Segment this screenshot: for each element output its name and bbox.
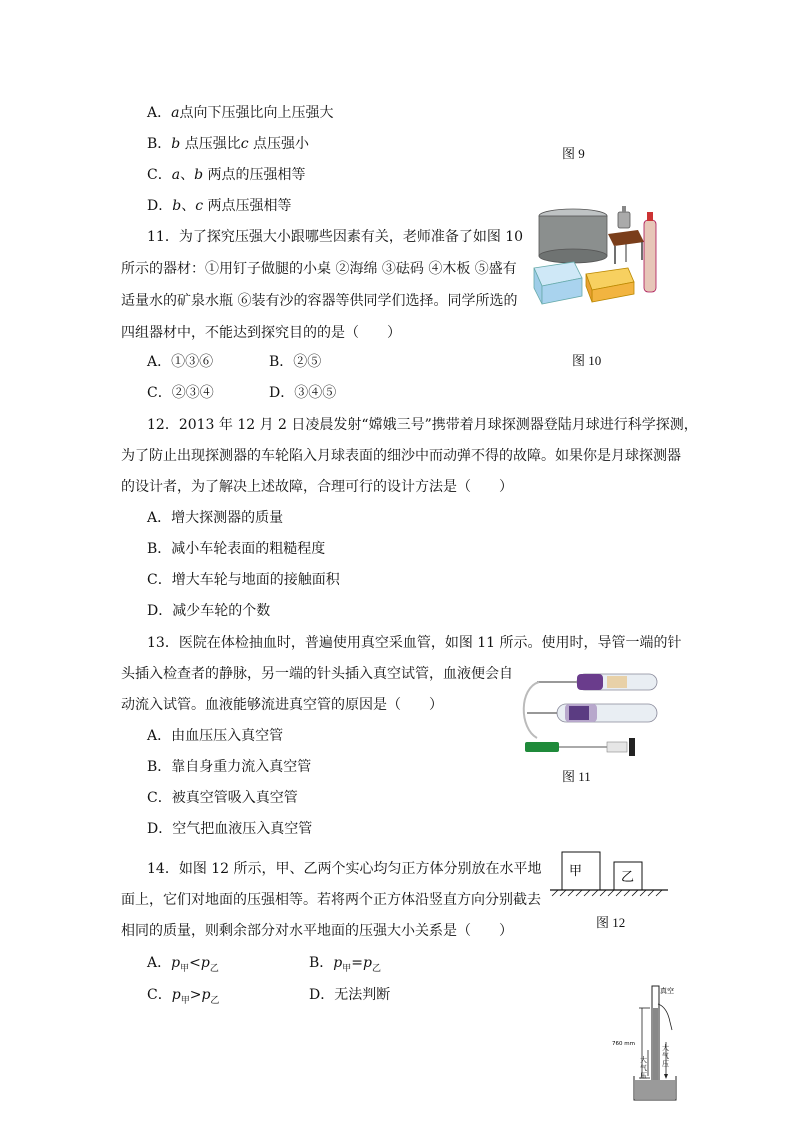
water-bottle: [644, 220, 656, 292]
q11-line-1: 11．为了探究压强大小跟哪些因素有关，老师准备了如图 10: [147, 229, 524, 245]
figure-12-image: [548, 848, 672, 898]
q12-line-1: 12．2013 年 12 月 2 日凌晨发射“嫦娥三号”携带着月球探测器登陆月球进行科学探测，: [147, 417, 698, 433]
figure-11-image: [517, 668, 665, 764]
q12-option-d: D．减少车轮的个数: [147, 603, 271, 619]
catheter: [524, 682, 539, 738]
q11-option-c: C．②③④: [147, 385, 214, 401]
q14-option-c: C．$p_甲>p_乙$: [147, 987, 220, 1006]
cube-yi-label: 乙: [621, 870, 635, 885]
q10-option-d: D．b、c 两点压强相等: [147, 198, 292, 214]
q11-line-2: 所示的器材：①用钉子做腿的小桌 ②海绵 ③砝码 ④木板 ⑤盛有: [121, 261, 517, 277]
q14-line-3: 相同的质量，则剩余部分对水平地面的压强大小关系是（ ）: [121, 923, 513, 939]
height-label: 760 mm: [612, 1041, 635, 1047]
hand: [658, 1004, 672, 1030]
figure-10-image: [530, 202, 666, 330]
var-a: a: [171, 105, 180, 121]
q10-option-a: A．a点向下压强比向上压强大: [147, 105, 334, 121]
figure-12-caption: 图 12: [596, 915, 626, 930]
q11-option-b: B．②⑤: [269, 354, 322, 370]
q14-option-b: B．$p_甲=p_乙$: [309, 955, 381, 974]
q10-option-c: C．a、b 两点的压强相等: [147, 167, 306, 183]
q12-line-3: 的设计者，为了解决上述故障，合理可行的设计方法是（ ）: [121, 479, 513, 495]
q14-option-d: D．无法判断: [309, 987, 391, 1003]
ground-hatch: [552, 890, 662, 896]
figure-9-caption: 图 9: [562, 146, 585, 161]
q14-line-2: 面上，它们对地面的压强相等。若将两个正方体沿竖直方向分别截去: [121, 892, 541, 908]
q12-option-a: A．增大探测器的质量: [147, 510, 284, 526]
q13-option-b: B．靠自身重力流入真空管: [147, 759, 312, 775]
q14-line-1: 14．如图 12 所示，甲、乙两个实心均匀正方体分别放在水平地: [147, 861, 542, 877]
q11-line-4: 四组器材中，不能达到探究目的的是（ ）: [121, 325, 401, 341]
weight: [618, 212, 630, 228]
vacuum-label: 真空: [660, 987, 674, 995]
figure-10-caption: 图 10: [572, 353, 602, 368]
torricelli-figure: [612, 982, 678, 1104]
small-table: [608, 230, 644, 246]
q11-option-d: D．③④⑤: [269, 385, 337, 401]
q11-option-a: A．①③⑥: [147, 354, 214, 370]
q11-line-3: 适量水的矿泉水瓶 ⑥装有沙的容器等供同学们选择。同学所选的: [121, 293, 518, 309]
q13-option-a: A．由血压压入真空管: [147, 728, 284, 744]
q13-line-1: 13．医院在体检抽血时，普遍使用真空采血管，如图 11 所示。使用时，导管一端的针: [147, 635, 682, 651]
q10-option-b: B．b 点压强比c 点压强小: [147, 136, 310, 152]
atm-label-right: 大气压: [662, 1044, 669, 1068]
needle-holder: [525, 742, 559, 752]
q12-line-2: 为了防止出现探测器的车轮陷入月球表面的细沙中而动弹不得的故障。如果你是月球探测器: [121, 448, 681, 464]
var-b: b: [171, 136, 181, 152]
q14-option-a: A．$p_甲<p_乙$: [147, 955, 219, 974]
cube-jia-label: 甲: [569, 864, 583, 879]
q13-option-c: C．被真空管吸入真空管: [147, 790, 298, 806]
var-c: c: [240, 136, 249, 152]
q13-line-3: 动流入试管。血液能够流进真空管的原因是（ ）: [121, 697, 443, 713]
q13-option-d: D．空气把血液压入真空管: [147, 821, 313, 837]
atm-label-left: 大气压: [640, 1056, 647, 1080]
figure-11-caption: 图 11: [562, 769, 591, 784]
q12-option-c: C．增大车轮与地面的接触面积: [147, 572, 340, 588]
q12-option-b: B．减小车轮表面的粗糙程度: [147, 541, 326, 557]
q13-line-2: 头插入检查者的静脉，另一端的针头插入真空试管，血液便会自: [121, 666, 513, 682]
